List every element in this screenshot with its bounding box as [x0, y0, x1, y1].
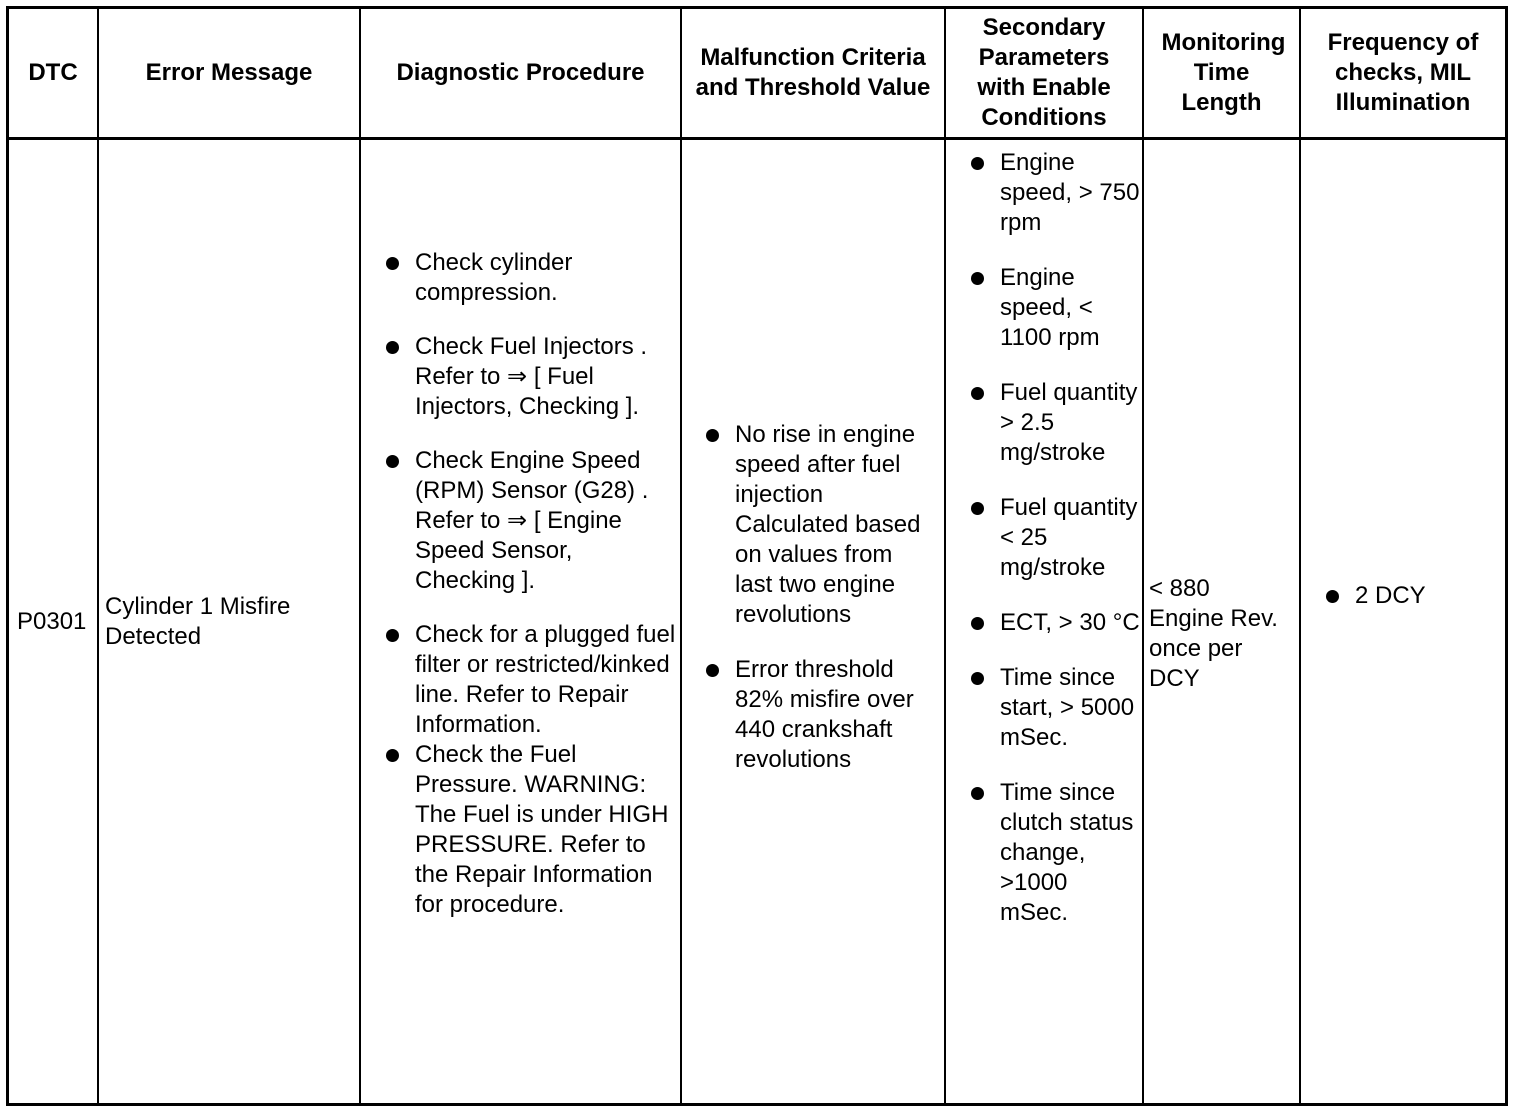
header-monitoring-time — [1144, 9, 1299, 137]
procedure-item-text: Check the Fuel Pressure. WARNING: The Fuel is under HIGH PRESSURE. Refer to the Repair Information for procedure. — [415, 741, 669, 918]
bullet-icon — [386, 341, 399, 354]
parameter-item — [1000, 608, 1140, 638]
header-secondary-parameters-text: Secondary Parameters with Enable Conditions — [977, 14, 1111, 131]
bullet-icon — [386, 629, 399, 642]
cell-secondary-parameters — [946, 140, 1142, 1103]
frequency-item-text: 2 DCY — [1355, 582, 1426, 609]
frequency-list — [1355, 581, 1495, 611]
cell-dtc — [9, 140, 97, 1103]
bullet-icon — [971, 617, 984, 630]
diagnostic-procedure-list — [415, 248, 677, 920]
parameter-item-text: Time since clutch status change, >1000 mSec. — [1000, 779, 1134, 926]
parameter-item — [1000, 263, 1140, 353]
bullet-icon — [386, 257, 399, 270]
parameter-item-text: ECT, > 30 °C — [1000, 609, 1140, 636]
cell-diagnostic-procedure — [361, 140, 680, 1103]
criteria-item — [735, 420, 935, 630]
bullet-icon — [1326, 590, 1339, 603]
cell-monitoring-time — [1144, 140, 1299, 1103]
secondary-parameters-list — [1000, 148, 1140, 928]
parameter-item — [1000, 148, 1140, 238]
procedure-item-text: Check cylinder compression. — [415, 249, 573, 306]
bullet-icon — [971, 272, 984, 285]
cell-frequency — [1301, 140, 1505, 1103]
procedure-item-text: Check Fuel Injectors . Refer to ⇒ [ Fuel Injectors, Checking ]. — [415, 333, 648, 420]
bullet-icon — [971, 672, 984, 685]
criteria-item-text: No rise in engine speed after fuel injection Calculated based on values from last two engine revolutions — [735, 421, 921, 628]
header-malfunction-criteria — [682, 9, 944, 137]
header-diagnostic-procedure-text: Diagnostic Procedure — [396, 59, 645, 86]
header-frequency-text: Frequency of checks, MIL Illumination — [1327, 29, 1479, 116]
criteria-item-text: Error threshold 82% misfire over 440 crankshaft revolutions — [735, 656, 914, 773]
parameter-item — [1000, 778, 1140, 928]
parameter-item — [1000, 378, 1140, 468]
header-malfunction-criteria-text: Malfunction Criteria and Threshold Value — [695, 44, 931, 101]
malfunction-criteria-list — [735, 420, 935, 775]
parameter-item-text: Fuel quantity > 2.5 mg/stroke — [1000, 379, 1138, 466]
header-error-message-text: Error Message — [145, 59, 313, 86]
dtc-table — [6, 6, 1508, 1106]
header-dtc-text: DTC — [28, 59, 78, 86]
parameter-item — [1000, 663, 1140, 753]
procedure-item — [415, 248, 677, 308]
cell-malfunction-criteria — [682, 140, 944, 1103]
bullet-icon — [386, 455, 399, 468]
parameter-item-text: Fuel quantity < 25 mg/stroke — [1000, 494, 1138, 581]
parameter-item — [1000, 493, 1140, 583]
header-secondary-parameters — [946, 9, 1142, 137]
bullet-icon — [971, 787, 984, 800]
header-dtc — [9, 9, 97, 137]
error-message-text: Cylinder 1 Misfire Detected — [105, 592, 291, 650]
monitoring-time-text: < 880 Engine Rev. once per DCY — [1149, 575, 1278, 692]
parameter-item-text: Engine speed, < 1100 rpm — [1000, 264, 1100, 351]
bullet-icon — [971, 157, 984, 170]
bullet-icon — [706, 664, 719, 677]
bullet-icon — [706, 429, 719, 442]
procedure-item — [415, 740, 677, 920]
procedure-item — [415, 332, 677, 422]
header-frequency — [1301, 9, 1505, 137]
header-monitoring-time-text: Monitoring Time Length — [1161, 29, 1286, 116]
header-error-message — [99, 9, 359, 137]
criteria-item — [735, 655, 935, 775]
procedure-item-text: Check Engine Speed (RPM) Sensor (G28) . Refer to ⇒ [ Engine Speed Sensor, Checking ]. — [415, 447, 649, 594]
bullet-icon — [386, 749, 399, 762]
cell-error-message — [99, 140, 359, 1103]
parameter-item-text: Engine speed, > 750 rpm — [1000, 149, 1140, 236]
header-diagnostic-procedure — [361, 9, 680, 137]
bullet-icon — [971, 502, 984, 515]
procedure-item — [415, 446, 677, 596]
bullet-icon — [971, 387, 984, 400]
dtc-code: P0301 — [17, 607, 87, 635]
parameter-item-text: Time since start, > 5000 mSec. — [1000, 664, 1135, 751]
procedure-item-text: Check for a plugged fuel filter or restricted/kinked line. Refer to Repair Information. — [415, 621, 676, 738]
frequency-item — [1355, 581, 1495, 611]
procedure-item — [415, 620, 677, 740]
